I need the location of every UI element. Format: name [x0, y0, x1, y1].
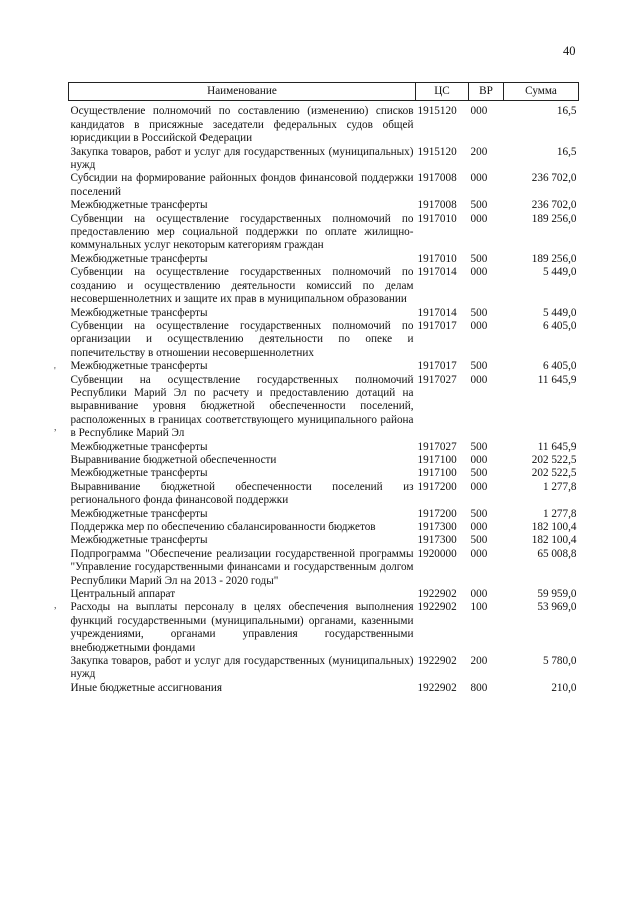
row-name: Субвенции на осуществление государственных полномочий по предоставлению мер социальной поддержки по оплате жилищно-коммунальных услуг некоторым категориям граждан — [70, 212, 414, 252]
row-cs: 1917010 — [417, 252, 457, 265]
row-name: Выравнивание бюджетной обеспеченности поселений из регионального фонда финансовой поддержки — [70, 480, 414, 507]
table-row — [69, 320, 579, 360]
row-sum: 6 405,0 — [542, 360, 577, 373]
row-name: Межбюджетные трансферты — [70, 360, 208, 373]
row-vr: 100 — [470, 601, 488, 614]
row-vr: 000 — [470, 105, 488, 118]
row-sum: 11 645,9 — [537, 440, 577, 453]
row-name: Межбюджетные трансферты — [70, 534, 208, 547]
row-name: Закупка товаров, работ и услуг для государственных (муниципальных) нужд — [70, 655, 414, 681]
row-vr: 000 — [470, 480, 488, 493]
row-name: Закупка товаров, работ и услуг для государственных (муниципальных) нужд — [70, 145, 414, 172]
row-vr: 500 — [470, 199, 488, 212]
row-vr: 500 — [470, 440, 488, 453]
row-vr: 000 — [470, 547, 488, 560]
row-sum: 189 256,0 — [531, 252, 577, 265]
row-cs: 1917014 — [417, 306, 457, 319]
row-cs: 1917100 — [417, 467, 457, 480]
row-sum: 5 780,0 — [542, 655, 577, 668]
row-sum: 202 522,5 — [531, 467, 577, 480]
row-name: Центральный аппарат — [70, 588, 176, 601]
table-row — [69, 307, 579, 320]
table-row — [69, 655, 579, 682]
row-sum: 202 522,5 — [531, 453, 577, 466]
row-sum: 53 969,0 — [537, 601, 577, 614]
row-name: Субсидии на формирование районных фондов финансовой поддержки поселений — [70, 172, 414, 198]
row-cs: 1915120 — [417, 145, 457, 158]
row-vr: 000 — [470, 588, 488, 601]
row-name: Субвенции на осуществление государственных полномочий по организации и осуществлению деятельности по опеке и попечительству в отношении несовершеннолетних — [70, 319, 414, 359]
row-sum: 16,5 — [556, 105, 577, 118]
table-row — [69, 467, 579, 480]
table-row — [69, 213, 579, 253]
row-name: Подпрограмма "Обеспечение реализации государственной программы "Управление государственными финансами и государственным долгом Республики Марий Эл на 2013 - 2020 годы" — [70, 547, 414, 587]
row-cs: 1917017 — [417, 360, 457, 373]
row-cs: 1920000 — [417, 547, 457, 560]
row-name: Межбюджетные трансферты — [70, 306, 208, 319]
row-cs: 1917027 — [417, 373, 457, 386]
row-sum: 210,0 — [551, 681, 577, 694]
row-cs: 1917200 — [417, 480, 457, 493]
row-cs: 1917008 — [417, 199, 457, 212]
row-cs: 1917200 — [417, 507, 457, 520]
row-sum: 1 277,8 — [542, 480, 577, 493]
table-row — [69, 101, 579, 146]
row-name: Межбюджетные трансферты — [70, 507, 208, 520]
header-vr: ВР — [469, 83, 504, 101]
row-vr: 000 — [470, 453, 488, 466]
header-cs: ЦС — [416, 83, 469, 101]
row-cs: 1922902 — [417, 681, 457, 694]
row-sum: 11 645,9 — [537, 373, 577, 386]
row-name: Поддержка мер по обеспечению сбалансированности бюджетов — [70, 521, 376, 533]
header-sum: Сумма — [504, 83, 579, 101]
row-sum: 236 702,0 — [531, 172, 577, 185]
row-sum: 1 277,8 — [542, 507, 577, 520]
row-name: Межбюджетные трансферты — [70, 199, 208, 212]
row-sum: 182 100,4 — [531, 521, 577, 533]
row-vr: 000 — [470, 172, 488, 185]
row-sum: 59 959,0 — [537, 588, 577, 601]
table-row — [69, 588, 579, 601]
margin-mark: , — [54, 600, 57, 611]
table-row — [69, 266, 579, 306]
row-sum: 65 008,8 — [537, 547, 577, 560]
table-body — [69, 101, 579, 695]
row-name: Выравнивание бюджетной обеспеченности — [70, 453, 277, 466]
row-name: Субвенции на осуществление государственных полномочий по созданию и осуществлению деятельности комиссий по делам несовершеннолетних и защите их прав в муниципальном образовании — [70, 266, 414, 306]
row-cs: 1917300 — [417, 534, 457, 547]
table-header-row — [69, 83, 579, 101]
row-vr: 000 — [470, 212, 488, 225]
row-sum: 182 100,4 — [531, 534, 577, 547]
margin-mark: ' — [54, 366, 56, 377]
row-cs: 1922902 — [417, 601, 457, 614]
table-row — [69, 508, 579, 521]
row-vr: 500 — [470, 306, 488, 319]
row-vr: 500 — [470, 360, 488, 373]
row-vr: 500 — [470, 534, 488, 547]
row-cs: 1917010 — [417, 212, 457, 225]
row-cs: 1917027 — [417, 440, 457, 453]
table-row — [69, 253, 579, 266]
row-vr: 000 — [470, 373, 488, 386]
row-sum: 236 702,0 — [531, 199, 577, 212]
table-row — [69, 534, 579, 547]
table-row — [69, 172, 579, 199]
row-sum: 5 449,0 — [542, 306, 577, 319]
row-vr: 500 — [470, 467, 488, 480]
row-name: Межбюджетные трансферты — [70, 467, 208, 480]
margin-mark: , — [54, 422, 57, 433]
row-vr: 200 — [470, 655, 488, 668]
row-cs: 1917014 — [417, 266, 457, 279]
row-vr: 200 — [470, 145, 488, 158]
table-row — [69, 360, 579, 373]
row-vr: 800 — [470, 681, 488, 694]
row-name: Расходы на выплаты персоналу в целях обеспечения выполнения функций государственными (муниципальными) органами, казенными учреждениями, органами управления государственными внебюджетными фондами — [70, 601, 414, 654]
row-cs: 1917008 — [417, 172, 457, 185]
row-vr: 500 — [470, 252, 488, 265]
row-sum: 6 405,0 — [542, 319, 577, 332]
table-row — [69, 146, 579, 173]
row-cs: 1915120 — [417, 105, 457, 118]
row-cs: 1917300 — [417, 521, 457, 533]
row-vr: 500 — [470, 507, 488, 520]
row-cs: 1917100 — [417, 453, 457, 466]
row-name: Иные бюджетные ассигнования — [70, 681, 222, 694]
table-row — [69, 454, 579, 467]
row-name: Субвенции на осуществление государственных полномочий Республики Марий Эл по расчету и предоставлению дотаций на выравнивание уровня бюджетной обеспеченности поселений, расположенных в границах соответствующего муниципального района в Республике Марий Эл — [70, 373, 414, 440]
row-name: Межбюджетные трансферты — [70, 252, 208, 265]
row-cs: 1922902 — [417, 588, 457, 601]
table-row — [69, 548, 579, 588]
row-name: Межбюджетные трансферты — [70, 440, 208, 453]
table-row — [69, 441, 579, 454]
row-sum: 5 449,0 — [542, 266, 577, 279]
table-row — [69, 481, 579, 508]
row-cs: 1922902 — [417, 655, 457, 668]
row-sum: 189 256,0 — [531, 212, 577, 225]
row-name: Осуществление полномочий по составлению (изменению) списков кандидатов в присяжные заседатели федеральных судов общей юрисдикции в Российской Федерации — [70, 105, 414, 145]
table-row — [69, 601, 579, 655]
table-row — [69, 199, 579, 212]
budget-table — [68, 82, 579, 695]
row-cs: 1917017 — [417, 319, 457, 332]
table-row — [69, 521, 579, 534]
row-vr: 000 — [470, 521, 488, 533]
table-row — [69, 374, 579, 441]
page-number: 40 — [563, 44, 576, 58]
table-row — [69, 682, 579, 695]
header-name: Наименование — [69, 83, 416, 101]
row-vr: 000 — [470, 266, 488, 279]
row-vr: 000 — [470, 319, 488, 332]
row-sum: 16,5 — [556, 145, 577, 158]
